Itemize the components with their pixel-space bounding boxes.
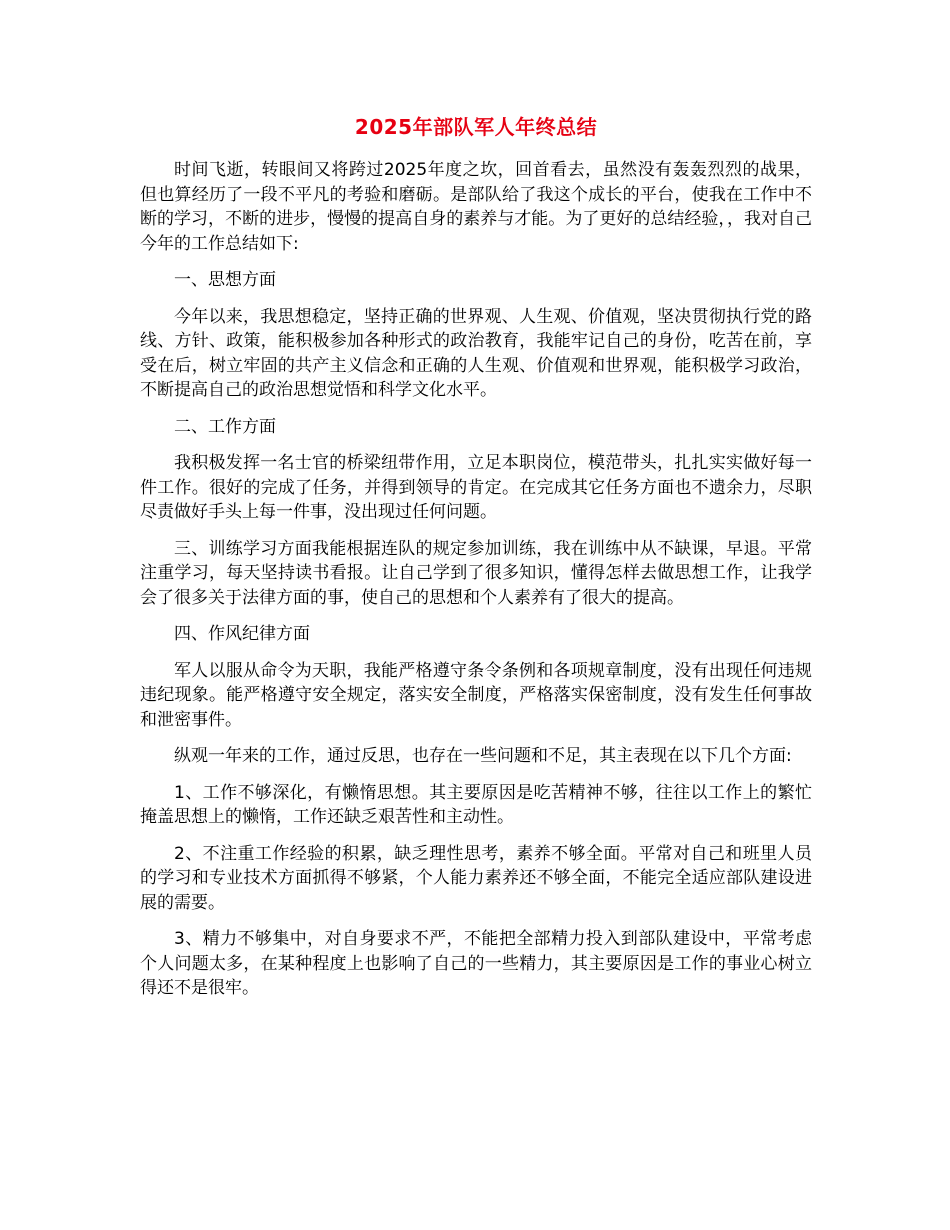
issue-item-2: 2、不注重工作经验的积累，缺乏理性思考，素养不够全面。平常对自己和班里人员的学习和专业技术方面抓得不够紧，个人能力素养还不够全面，不能完全适应部队建设进展的需要。 (140, 843, 812, 913)
intro-paragraph: 时间飞逝，转眼间又将跨过2025年度之坎，回首看去，虽然没有轰轰烈烈的战果，但也算经历了一段不平凡的考验和磨砺。是部队给了我这个成长的平台，使我在工作中不断的学习，不断的进步，慢慢的提高自身的素养与才能。为了更好的总结经验，，我对自己今年的工作总结如下: (140, 160, 812, 254)
review-paragraph: 纵观一年来的工作，通过反思，也存在一些问题和不足，其主表现在以下几个方面: (174, 746, 792, 766)
section-heading-discipline: 四、作风纪律方面 (174, 624, 310, 644)
issue-item-3: 3、精力不够集中，对自身要求不严，不能把全部精力投入到部队建设中，平常考虑个人问题太多，在某种程度上也影响了自己的一些精力，其主要原因是工作的事业心树立得还不是很牢。 (140, 929, 812, 998)
section-heading-ideology: 一、思想方面 (174, 270, 276, 290)
work-paragraph: 我积极发挥一名士官的桥梁纽带作用，立足本职岗位，模范带头，扎扎实实做好每一件工作。很好的完成了任务，并得到领导的肯定。在完成其它任务方面也不遗余力，尽职尽责做好手头上每一件事，没出现过任何问题。 (140, 453, 812, 522)
issue-item-1: 1、工作不够深化，有懒惰思想。其主要原因是吃苦精神不够，往往以工作上的繁忙掩盖思想上的懒惰，工作还缺乏艰苦性和主动性。 (140, 782, 812, 827)
ideology-paragraph: 今年以来，我思想稳定，坚持正确的世界观、人生观、价值观，坚决贯彻执行党的路线、方针、政策，能积极参加各种形式的政治教育，我能牢记自己的身份，吃苦在前，享受在后，树立牢固的共产主义信念和正确的人生观、价值观和世界观，能积极学习政治，不断提高自己的政治思想觉悟和科学文化水平。 (140, 306, 812, 400)
training-paragraph: 三、训练学习方面我能根据连队的规定参加训练，我在训练中从不缺课，早退。平常注重学习，每天坚持读书看报。让自己学到了很多知识，懂得怎样去做思想工作，让我学会了很多关于法律方面的事，使自己的思想和个人素养有了很大的提高。 (140, 538, 812, 608)
discipline-paragraph: 军人以服从命令为天职，我能严格遵守条令条例和各项规章制度，没有出现任何违规违纪现象。能严格遵守安全规定，落实安全制度，严格落实保密制度，没有发生任何事故和泄密事件。 (140, 660, 812, 730)
document-title: 2025年部队军人年终总结 (354, 115, 598, 139)
section-heading-work: 二、工作方面 (174, 416, 276, 437)
